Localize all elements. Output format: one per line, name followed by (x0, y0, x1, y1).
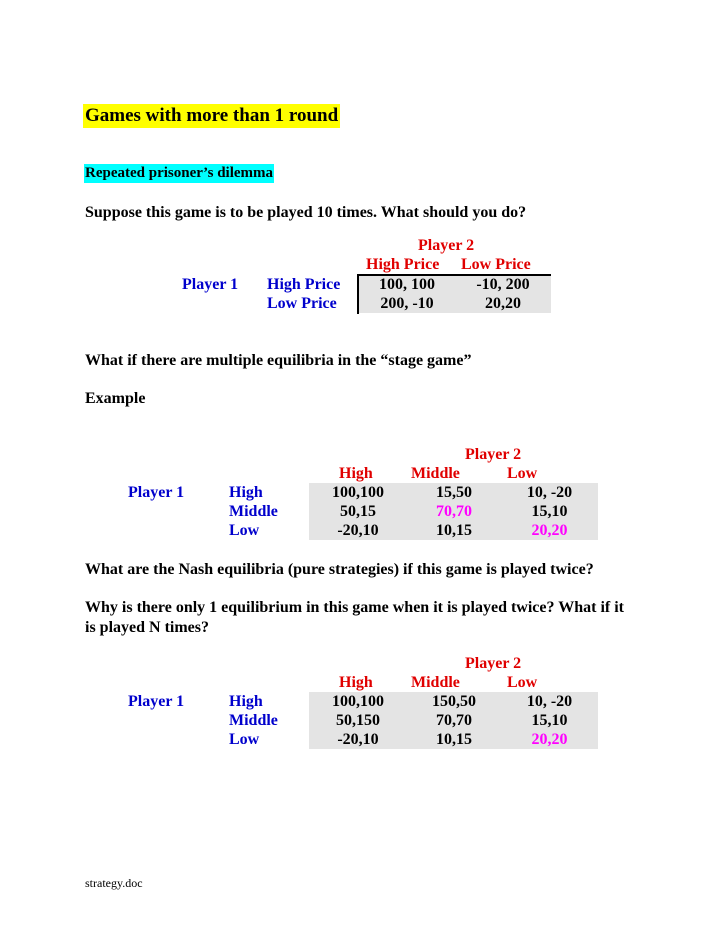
table-border-left (357, 274, 359, 314)
player1-label: Player 1 (128, 484, 185, 501)
payoff-cell: -20,10 (309, 730, 407, 749)
column-header: Low (507, 465, 538, 482)
payoff-cell: -20,10 (309, 521, 407, 540)
table-border-top (358, 274, 551, 276)
equilibrium-cell: 20,20 (501, 521, 598, 540)
question-4-line-2: is played N times? (85, 619, 209, 636)
section-subtitle: Repeated prisoner’s dilemma (85, 165, 274, 181)
question-4-line-1: Why is there only 1 equilibrium in this game when it is played twice? What if it (85, 599, 624, 616)
question-1: Suppose this game is to be played 10 times. What should you do? (85, 204, 527, 221)
column-header: Low Price (461, 256, 531, 273)
payoff-cell: 150,50 (407, 692, 501, 711)
payoff-cell: -10, 200 (455, 275, 551, 294)
payoff-cell: 100, 100 (359, 275, 455, 294)
payoff-cell: 10, -20 (501, 483, 598, 502)
payoff-cell: 15,50 (407, 483, 501, 502)
payoff-cell: 100,100 (309, 692, 407, 711)
payoff-cell: 10,15 (407, 730, 501, 749)
row-header: High Price (267, 276, 341, 293)
player1-label: Player 1 (182, 276, 239, 293)
column-header: High (339, 674, 373, 691)
example-label: Example (85, 390, 146, 407)
payoff-cell: 15,10 (501, 502, 598, 521)
column-header: High Price (366, 256, 440, 273)
row-header: Middle (229, 712, 278, 729)
player1-label: Player 1 (128, 693, 185, 710)
row-header: Low (229, 731, 260, 748)
column-header: Middle (411, 674, 460, 691)
row-header: High (229, 693, 263, 710)
footer-filename: strategy.doc (85, 876, 143, 890)
payoff-cell: 15,10 (501, 711, 598, 730)
equilibrium-cell: 70,70 (407, 502, 501, 521)
payoff-cell: 200, -10 (359, 294, 455, 313)
payoff-cell: 100,100 (309, 483, 407, 502)
payoff-cell: 50,150 (309, 711, 407, 730)
page-title: Games with more than 1 round (85, 105, 339, 126)
payoff-cell: 50,15 (309, 502, 407, 521)
row-header: Middle (229, 503, 278, 520)
player2-label: Player 2 (465, 655, 522, 672)
payoff-cell: 20,20 (455, 294, 551, 313)
question-3: What are the Nash equilibria (pure strategies) if this game is played twice? (85, 561, 594, 578)
payoff-cell: 70,70 (407, 711, 501, 730)
player2-label: Player 2 (418, 237, 475, 254)
row-header: Low Price (267, 295, 337, 312)
equilibrium-cell: 20,20 (501, 730, 598, 749)
payoff-cell: 10,15 (407, 521, 501, 540)
column-header: Middle (411, 465, 460, 482)
column-header: Low (507, 674, 538, 691)
player2-label: Player 2 (465, 446, 522, 463)
row-header: High (229, 484, 263, 501)
question-2: What if there are multiple equilibria in the “stage game” (85, 352, 472, 369)
payoff-cell: 10, -20 (501, 692, 598, 711)
row-header: Low (229, 522, 260, 539)
column-header: High (339, 465, 373, 482)
